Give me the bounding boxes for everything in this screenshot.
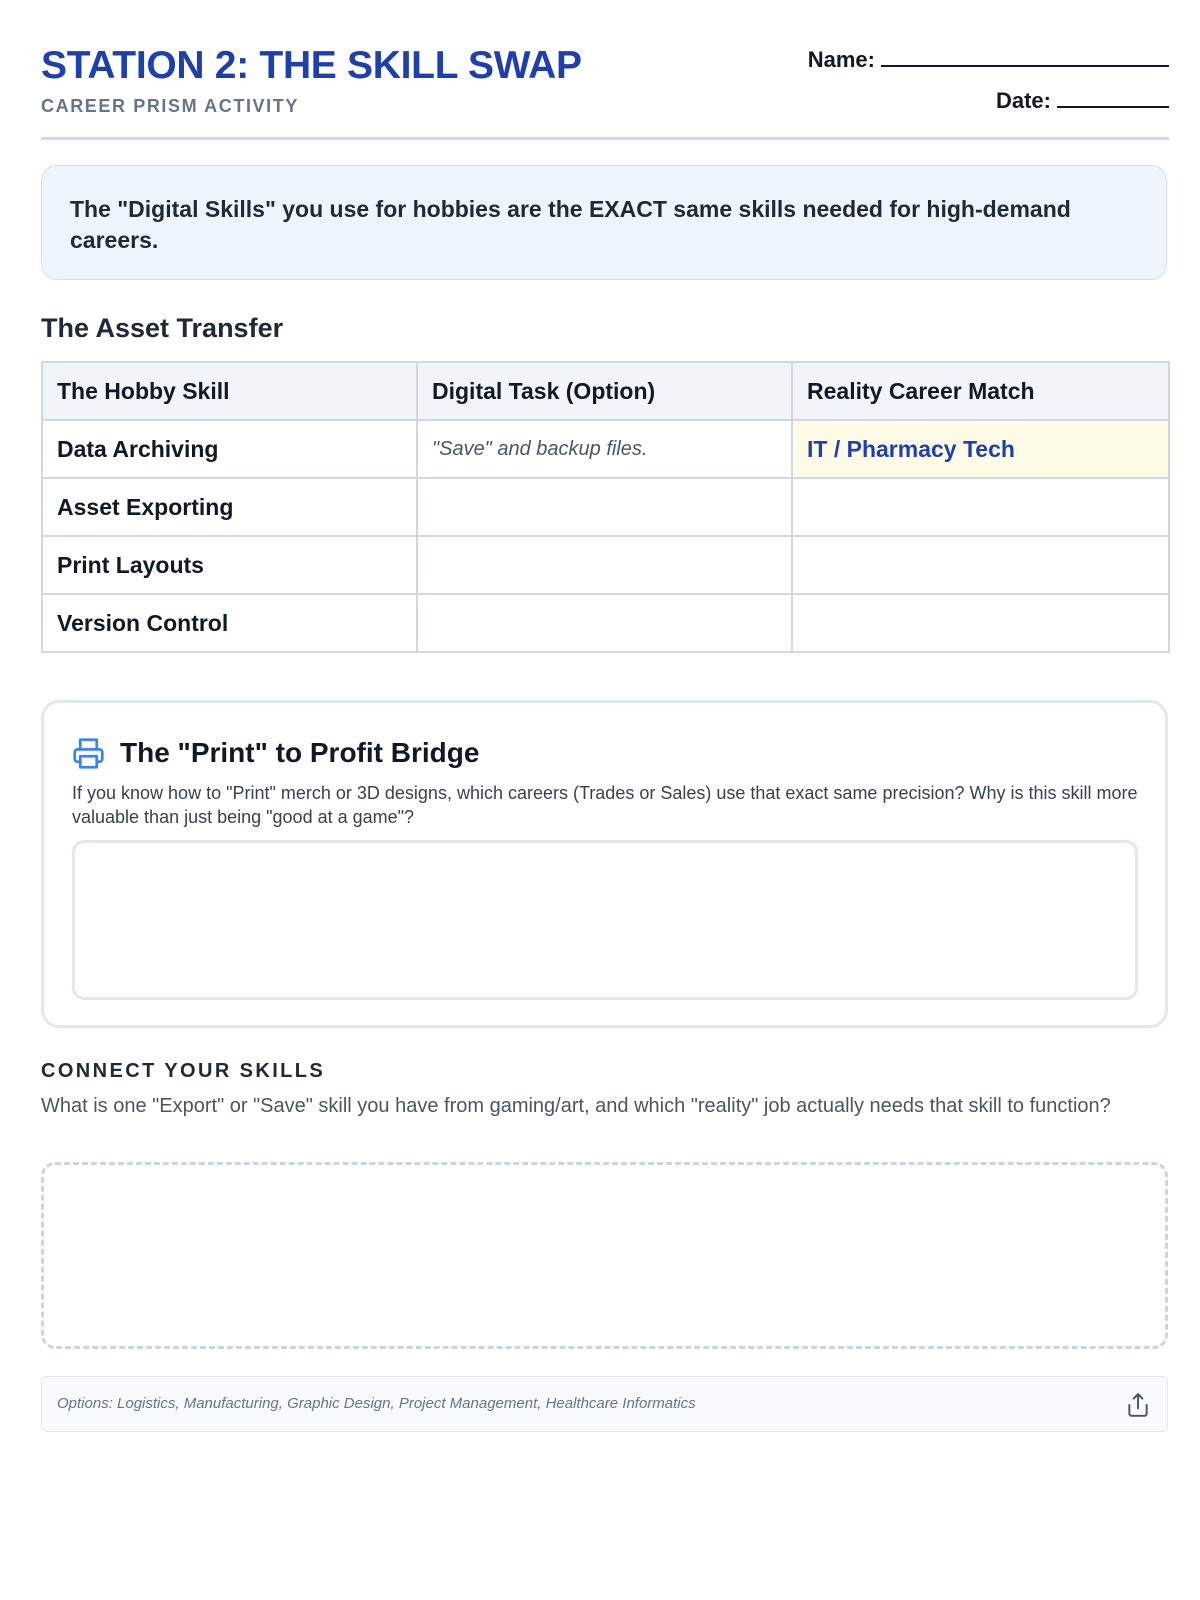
date-field: [996, 88, 1169, 114]
print-to-profit-question: If you know how to "Print" merch or 3D designs, which careers (Trades or Sales) use that exact same precision? Why is this skill more valuable than just being "good at a game"?: [72, 783, 1138, 827]
date-blank[interactable]: [1057, 88, 1169, 108]
print-to-profit-answer-box[interactable]: [72, 840, 1138, 1000]
name-field: [808, 47, 1169, 73]
digital-task-cell[interactable]: [417, 536, 792, 594]
printer-icon: [72, 737, 105, 770]
intro-callout: [41, 165, 1167, 280]
column-header-career-match: Reality Career Match: [792, 362, 1169, 420]
connect-skills-heading: CONNECT YOUR SKILLS: [41, 1060, 326, 1082]
page-subtitle: CAREER PRISM ACTIVITY: [41, 96, 299, 116]
hobby-skill-cell: Version Control: [42, 594, 417, 652]
digital-task-cell[interactable]: "Save" and backup files.: [417, 420, 792, 478]
print-to-profit-title: The "Print" to Profit Bridge: [120, 737, 480, 768]
table-header-row: [42, 362, 1169, 420]
career-match-cell[interactable]: IT / Pharmacy Tech: [792, 420, 1169, 478]
column-header-hobby-skill: The Hobby Skill: [42, 362, 417, 420]
asset-transfer-heading: The Asset Transfer: [41, 313, 284, 343]
table-row: [42, 478, 1169, 536]
print-to-profit-card: [41, 700, 1168, 1028]
hobby-skill-cell: Data Archiving: [42, 420, 417, 478]
share-icon[interactable]: [1125, 1391, 1151, 1419]
connect-skills-answer-box[interactable]: [41, 1162, 1168, 1349]
worksheet-header: [41, 0, 1169, 140]
digital-task-cell[interactable]: [417, 478, 792, 536]
date-label: Date:: [995, 88, 1051, 113]
options-footer: [41, 1376, 1168, 1432]
name-label: Name:: [807, 47, 875, 72]
career-match-cell[interactable]: [792, 536, 1169, 594]
asset-transfer-table: [41, 361, 1170, 653]
options-text: Options: Logistics, Manufacturing, Graphic Design, Project Management, Healthcare Informatics: [57, 1395, 696, 1412]
career-match-cell[interactable]: [792, 594, 1169, 652]
intro-callout-text: The "Digital Skills" you use for hobbies are the EXACT same skills needed for high-demand careers.: [70, 196, 1071, 253]
table-row: [42, 594, 1169, 652]
digital-task-cell[interactable]: [417, 594, 792, 652]
table-row: [42, 420, 1169, 478]
name-blank[interactable]: [881, 47, 1169, 67]
connect-skills-question: What is one "Export" or "Save" skill you have from gaming/art, and which "reality" job actually needs that skill to function?: [41, 1095, 1111, 1117]
table-row: [42, 536, 1169, 594]
print-to-profit-title-row: [72, 735, 479, 771]
hobby-skill-cell: Asset Exporting: [42, 478, 417, 536]
worksheet-page: [41, 0, 1169, 1412]
column-header-digital-task: Digital Task (Option): [417, 362, 792, 420]
page-title: STATION 2: THE SKILL SWAP: [41, 44, 582, 87]
hobby-skill-cell: Print Layouts: [42, 536, 417, 594]
career-match-cell[interactable]: [792, 478, 1169, 536]
